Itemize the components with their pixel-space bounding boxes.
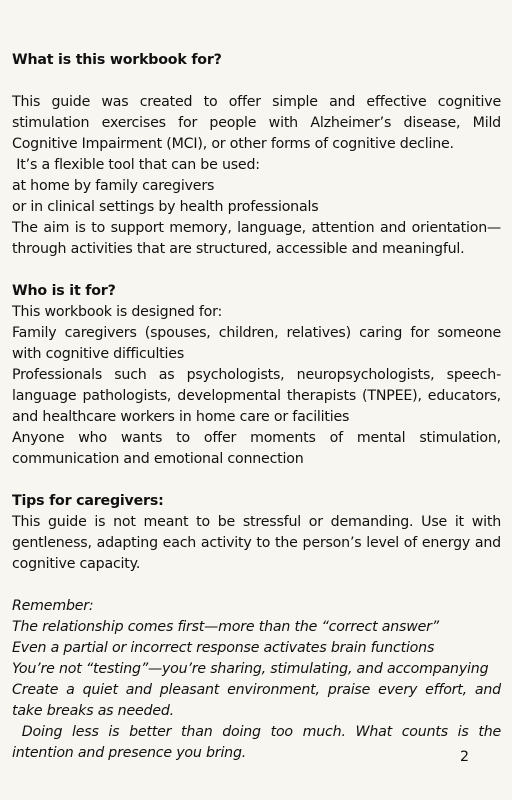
remember-label: Remember:: [12, 598, 94, 614]
remember-item-5: Doing less is better than doing too much. What counts is the intention and presence you bring.: [12, 724, 506, 761]
intro-heading: What is this workbook for?: [12, 52, 222, 68]
who-item-family: Family caregivers (spouses, children, relatives) caring for someone with cognitive difficulties: [12, 325, 501, 362]
who-item-anyone: Anyone who wants to offer moments of mental stimulation, communication and emotional connection: [12, 430, 501, 467]
intro-aim: The aim is to support memory, language, attention and orientation—through activities that are structured, accessible and meaningful.: [12, 220, 501, 257]
intro-paragraph: This guide was created to offer simple and effective cognitive stimulation exercises for people with Alzheimer’s disease, Mild Cognitive Impairment (MCI), or other forms of cognitive decline.: [12, 94, 501, 152]
intro-use-home: at home by family caregivers: [12, 178, 215, 194]
page-number: 2: [460, 749, 469, 765]
intro-uses-lead: It’s a flexible tool that can be used:: [12, 157, 260, 173]
intro-use-clinical: or in clinical settings by health professionals: [12, 199, 319, 215]
remember-item-4: Create a quiet and pleasant environment, praise every effort, and take breaks as needed.: [12, 682, 501, 719]
who-heading: Who is it for?: [12, 283, 116, 299]
remember-item-3: You’re not “testing”—you’re sharing, stimulating, and accompanying: [12, 661, 489, 677]
who-item-professionals: Professionals such as psychologists, neuropsychologists, speech-language pathologists, developmental therapists (TNPEE), educators, and healthcare workers in home care or facilities: [12, 367, 501, 425]
who-lead: This workbook is designed for:: [12, 304, 223, 320]
tips-heading: Tips for caregivers:: [12, 493, 164, 509]
remember-item-1: The relationship comes first—more than the “correct answer”: [12, 619, 439, 635]
tips-paragraph: This guide is not meant to be stressful or demanding. Use it with gentleness, adapting each activity to the person’s level of energy and cognitive capacity.: [12, 514, 501, 572]
remember-item-2: Even a partial or incorrect response activates brain functions: [12, 640, 435, 656]
